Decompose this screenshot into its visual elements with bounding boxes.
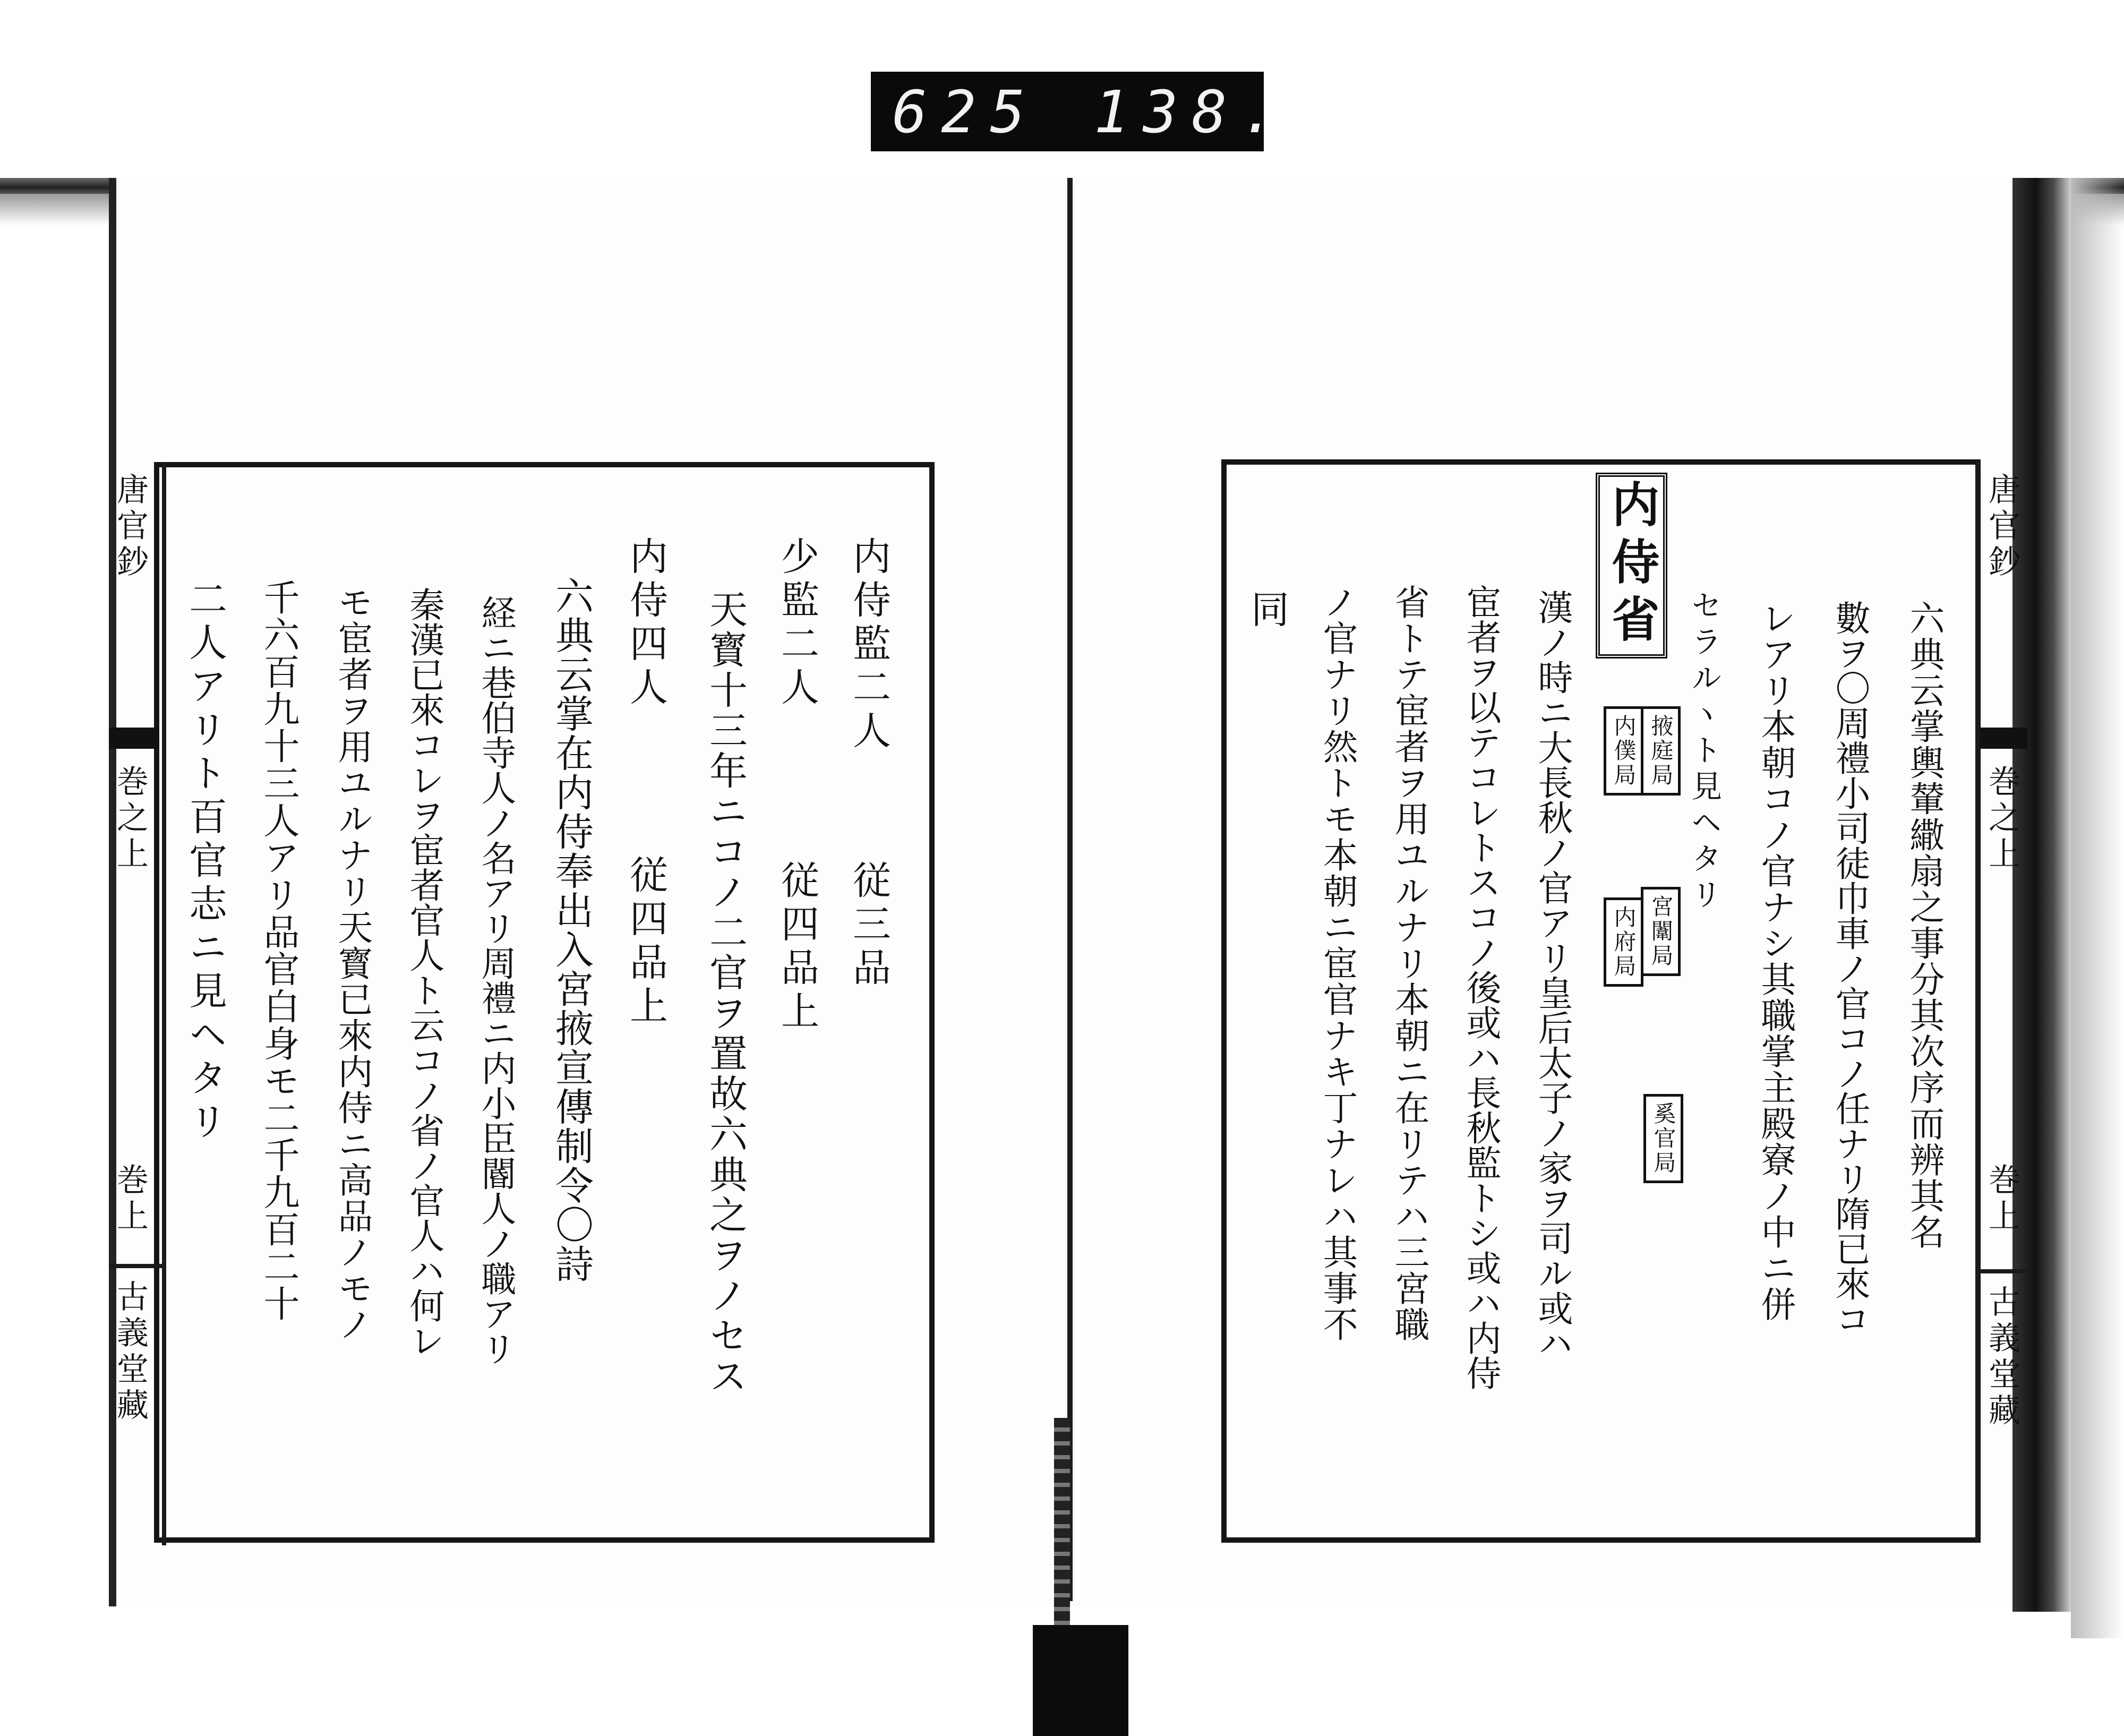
right-margin-volume: 巻之上	[1983, 765, 2020, 873]
right-col-6: 宦者ヲ以テコレトスコノ後或ハ長秋監トシ或ハ内侍	[1460, 584, 1501, 1390]
office-box-neifu: 内府局	[1604, 897, 1643, 987]
frame-number-label	[871, 72, 1290, 151]
frame-number-left: 625	[892, 78, 1039, 146]
right-margin-divider	[1980, 1269, 2027, 1273]
section-heading: 内侍省	[1596, 473, 1667, 659]
left-col-4-rank: 従四品上	[623, 855, 668, 1029]
left-margin-library: 古義堂藏	[112, 1280, 149, 1424]
left-col-4: 内侍四人	[623, 536, 668, 711]
office-box-yeting: 掖庭局	[1641, 706, 1681, 796]
right-col-2: 數ヲ〇周禮小司徒巾車ノ官コノ任ナリ隋已來コ	[1829, 600, 1870, 1336]
binding-thread	[1054, 1418, 1070, 1652]
left-col-8: モ宦者ヲ用ユルナリ天寳已來内侍ニ高品ノモノ	[332, 584, 373, 1342]
right-margin-title: 唐官鈔	[1983, 473, 2020, 581]
right-col-1: 六典云掌輿輦繖扇之事分其次序而辨其名	[1904, 600, 1945, 1250]
left-margin-divider	[109, 1264, 162, 1268]
frame-number-right: 138.	[1094, 78, 1290, 146]
right-col-7: 省トテ宦者ヲ用ユルナリ本朝ニ在リテハ三宮職	[1389, 584, 1429, 1342]
left-margin-volume-short: 巻上	[112, 1163, 149, 1235]
office-box-gongwei: 宮闈局	[1641, 887, 1681, 976]
left-col-3: 天寳十三年ニコノ二官ヲ置故六典之ヲノセス	[703, 589, 748, 1397]
left-col-1-rank: 従三品	[846, 860, 891, 991]
right-margin-fishtail	[1980, 728, 2027, 749]
left-col-2: 少監二人	[775, 536, 819, 711]
left-col-2-rank: 従四品上	[775, 860, 819, 1034]
left-col-1: 内侍監二人	[846, 536, 891, 754]
office-box-xiguan: 奚官局	[1643, 1094, 1683, 1183]
left-margin-title: 唐官鈔	[112, 473, 149, 581]
right-margin-library: 古義堂藏	[1983, 1285, 2020, 1430]
left-margin-fishtail	[109, 728, 159, 749]
right-margin-volume-short: 巻上	[1983, 1163, 2020, 1235]
right-col-4: セラルヽト見ヘタリ	[1686, 589, 1722, 914]
left-col-5: 六典云掌在内侍奉出入宮掖宣傳制令〇詩	[549, 576, 594, 1284]
right-col-8: ノ官ナリ然トモ本朝ニ宦官ナキ丁ナレハ其事不	[1317, 584, 1358, 1342]
left-margin-volume: 巻之上	[112, 765, 149, 873]
right-col-3: レアリ本朝コノ官ナシ其職掌主殿寮ノ中ニ併	[1755, 600, 1796, 1322]
binding-tassel	[1033, 1625, 1128, 1736]
book-spine	[1067, 178, 1073, 1601]
left-col-7: 秦漢已來コレヲ宦者官人ト云コノ省ノ官人ハ何レ	[404, 587, 444, 1358]
right-col-9: 同	[1245, 589, 1289, 633]
left-col-9: 千六百九十三人アリ品官白身モ二千九百二十	[258, 579, 299, 1322]
left-col-10: 二人アリト百官志ニ見ヘタリ	[183, 579, 227, 1145]
right-col-5: 漢ノ時ニ大長秋ノ官アリ皇后太子ノ家ヲ司ル或ハ	[1532, 589, 1573, 1361]
left-col-6: 経ニ巷伯寺人ノ名アリ周禮ニ内小臣閽人ノ職アリ	[475, 595, 516, 1366]
book-right-edge-shadow	[2071, 178, 2124, 1638]
office-box-neipu: 内僕局	[1604, 706, 1643, 796]
